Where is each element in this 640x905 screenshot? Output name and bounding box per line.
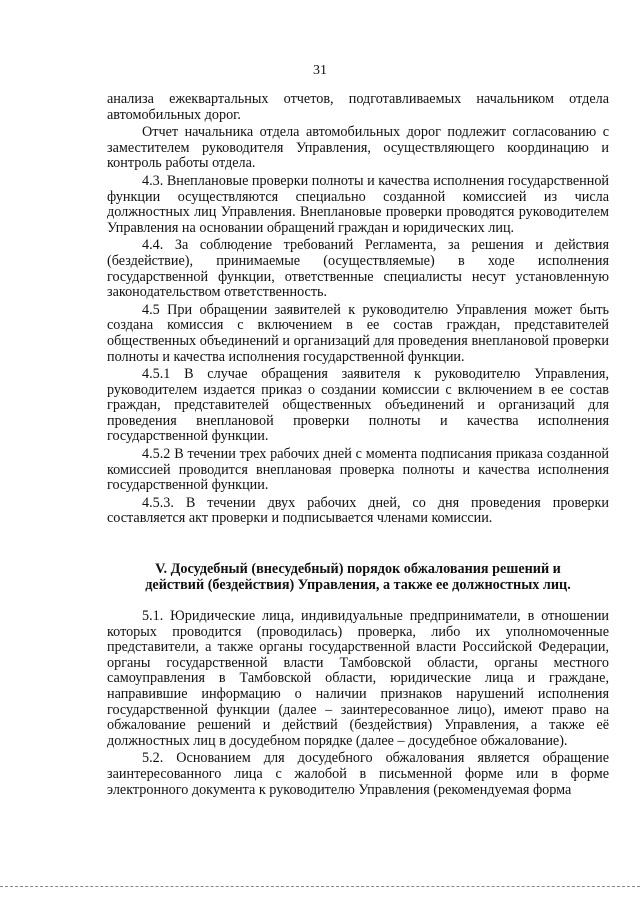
document-body — [107, 92, 609, 800]
section-title-line: действий (бездействия) Управления, а также ее должностных лиц. — [145, 577, 571, 594]
paragraph: 4.5.2 В течении трех рабочих дней с момента подписания приказа созданной комиссией проводится внеплановая проверка полноты и качества исполнения государственной функции. — [107, 446, 609, 494]
paragraph: 4.5 При обращении заявителей к руководителю Управления может быть создана комиссия с включением в ее состав граждан, представителей общественных объединений и организаций для проведения внеплановой проверки полноты и качества исполнения государственной функции. — [107, 301, 609, 365]
paragraph: анализа ежеквартальных отчетов, подготавливаемых начальником отдела автомобильных дорог. — [107, 91, 609, 123]
paragraph: 4.5.3. В течении двух рабочих дней, со дня проведения проверки составляется акт проверки и подписывается членами комиссии. — [107, 494, 609, 527]
page-number: 31 — [313, 63, 327, 78]
paragraph: 5.2. Основанием для досудебного обжалования является обращение заинтересованного лица с жалобой в письменной форме или в форме электронного документа к руководителю Управления (рекомендуемая форма — [107, 750, 609, 798]
section-title — [107, 561, 609, 593]
paragraph: 5.1. Юридические лица, индивидуальные предприниматели, в отношении которых проводится (проводилась) проверка, либо их уполномоченные представители, а также органы государственной власти Российской Федерации, органы государственной власти Тамбовской области, органы местного самоуправления в Тамбовской области, юридические лица и граждане, направившие информацию о наличии признаков нарушений исполнения государственной функции (далее – заинтересованное лицо), имеют право на обжалование решений и действий (бездействия) Управления, а также её должностных лиц в досудебном порядке (далее – досудебное обжалование). — [107, 608, 609, 749]
scan-edge-rule — [0, 886, 640, 887]
section-title-line: V. Досудебный (внесудебный) порядок обжалования решений и — [155, 561, 561, 578]
paragraph: Отчет начальника отдела автомобильных дорог подлежит согласованию с заместителем руководителя Управления, осуществляющего координацию и контроль работы отдела. — [107, 124, 609, 172]
paragraph: 4.4. За соблюдение требований Регламента, за решения и действия (бездействие), принимаемые (осуществляемые) в ходе исполнения государственной функции, ответственные специалисты несут установленную законодательством ответственность. — [107, 237, 609, 301]
paragraph: 4.5.1 В случае обращения заявителя к руководителю Управления, руководителем издается приказ о создании комиссии с включением в ее состав граждан, представителей общественных объединений и организаций для проведения внеплановой проверки полноты и качества исполнения государственной функции. — [107, 366, 609, 445]
paragraph: 4.3. Внеплановые проверки полноты и качества исполнения государственной функции осуществляются специально созданной комиссией из числа должностных лиц Управления. Внеплановые проверки проводятся руководителем Управления на основании обращений граждан и юридических лиц. — [107, 172, 610, 236]
